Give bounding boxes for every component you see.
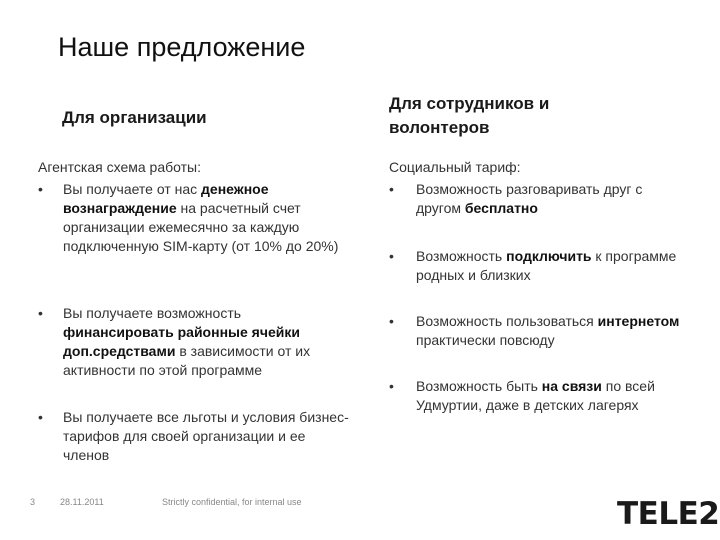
bullet-dot: •	[389, 248, 394, 264]
bullet-dot: •	[38, 409, 43, 425]
right-heading-line-2: волонтеров	[389, 118, 490, 137]
bullet-dot: •	[389, 378, 394, 394]
right-intro: Социальный тариф:	[389, 159, 521, 175]
bullet-dot: •	[38, 305, 43, 321]
bullet-dot: •	[38, 181, 43, 197]
footer-date: 28.11.2011	[60, 497, 104, 507]
page-title: Наше предложение	[58, 32, 306, 62]
bullet-dot: •	[389, 313, 394, 329]
bullet-text: Возможность пользоваться интернетом практически повсюду	[416, 313, 680, 348]
bullet-dot: •	[389, 181, 394, 197]
bullet-text: Возможность быть на связи по всей Удмуртии, даже в детских лагерях	[416, 378, 655, 413]
bullet-text: Вы получаете все льготы и условия бизнес-тарифов для своей организации и ее членов	[63, 409, 349, 463]
bullet-text: Возможность разговаривать друг с другом бесплатно	[416, 181, 643, 216]
footer-confidential: Strictly confidential, for internal use	[162, 497, 302, 507]
left-intro: Агентская схема работы:	[38, 159, 201, 175]
left-column-heading: Для организации	[62, 108, 207, 127]
right-column-heading	[389, 92, 549, 140]
bullet-text: Вы получаете от нас денежное вознаграждение на расчетный счет организации ежемесячно за каждую подключенную SIM-карту (от 10% до 20%)	[63, 181, 339, 254]
footer-page-number: 3	[30, 497, 36, 507]
right-heading-line-1: Для сотрудников и	[389, 94, 550, 113]
bullet-text: Возможность подключить к программе родных и близких	[416, 248, 677, 283]
bullet-text: Вы получаете возможность финансировать районные ячейки доп.средствами в зависимости от их активности по этой программе	[63, 305, 311, 378]
tele2-logo: TELE2	[617, 496, 720, 532]
